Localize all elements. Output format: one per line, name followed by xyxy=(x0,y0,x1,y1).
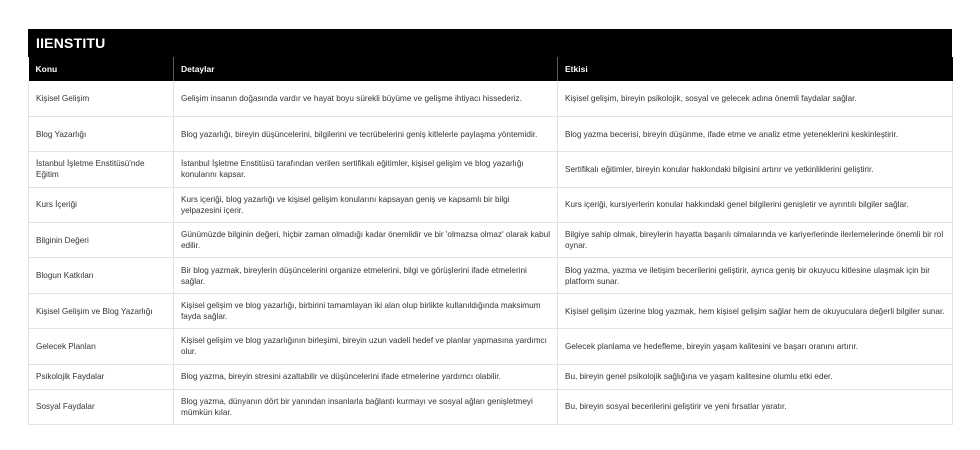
table-row xyxy=(29,293,953,328)
cell-details: Kişisel gelişim ve blog yazarlığı, birbirini tamamlayan iki alan olup birlikte kullanıldığında maksimum fayda sağlar. xyxy=(174,293,558,328)
cell-topic: Blog Yazarlığı xyxy=(29,116,174,151)
column-header-topic: Konu xyxy=(29,57,174,81)
cell-effect: Gelecek planlama ve hedefleme, bireyin yaşam kalitesini ve başarı oranını artırır. xyxy=(558,329,953,364)
cell-effect: Kişisel gelişim üzerine blog yazmak, hem kişisel gelişim sağlar hem de okuyuculara değerli bilgiler sunar. xyxy=(558,293,953,328)
cell-details: Günümüzde bilginin değeri, hiçbir zaman olmadığı kadar önemlidir ve bir 'olmazsa olmaz' olarak kabul edilir. xyxy=(174,223,558,258)
table-row xyxy=(29,116,953,151)
cell-details: Kurs içeriği, blog yazarlığı ve kişisel gelişim konularını kapsayan geniş ve kapsamlı bir bilgi yelpazesini içerir. xyxy=(174,187,558,222)
table-row xyxy=(29,152,953,187)
cell-effect: Blog yazma, yazma ve iletişim becerilerini geliştirir, ayrıca geniş bir okuyucu kitlesine ulaşmak için bir platform sunar. xyxy=(558,258,953,293)
content-table-card xyxy=(28,29,952,425)
cell-topic: Sosyal Faydalar xyxy=(29,389,174,424)
table-row xyxy=(29,187,953,222)
cell-details: Blog yazarlığı, bireyin düşüncelerini, bilgilerini ve tecrübelerini geniş kitlelerle paylaşma yöntemidir. xyxy=(174,116,558,151)
table-row xyxy=(29,258,953,293)
cell-topic: Blogun Katkıları xyxy=(29,258,174,293)
cell-topic: Kişisel Gelişim ve Blog Yazarlığı xyxy=(29,293,174,328)
cell-effect: Bu, bireyin genel psikolojik sağlığına ve yaşam kalitesine olumlu etki eder. xyxy=(558,364,953,389)
table-row xyxy=(29,81,953,116)
brand-title: IIENSTITU xyxy=(28,29,952,57)
cell-effect: Kurs içeriği, kursiyerlerin konular hakkındaki genel bilgilerini genişletir ve ayrıntılı bilgiler sağlar. xyxy=(558,187,953,222)
cell-topic: Bilginin Değeri xyxy=(29,223,174,258)
cell-details: Kişisel gelişim ve blog yazarlığının birleşimi, bireyin uzun vadeli hedef ve planlar yapmasına yardımcı olur. xyxy=(174,329,558,364)
cell-effect: Kişisel gelişim, bireyin psikolojik, sosyal ve gelecek adına önemli faydalar sağlar. xyxy=(558,81,953,116)
cell-details: Blog yazma, dünyanın dört bir yanından insanlarla bağlantı kurmayı ve sosyal ağları genişletmeyi mümkün kılar. xyxy=(174,389,558,424)
cell-topic: İstanbul İşletme Enstitüsü'nde Eğitim xyxy=(29,152,174,187)
column-header-details: Detaylar xyxy=(174,57,558,81)
cell-details: İstanbul İşletme Enstitüsü tarafından verilen sertifikalı eğitimler, kişisel gelişim ve blog yazarlığı konularını kapsar. xyxy=(174,152,558,187)
cell-topic: Kişisel Gelişim xyxy=(29,81,174,116)
table-row xyxy=(29,364,953,389)
info-table xyxy=(28,57,953,425)
cell-topic: Psikolojik Faydalar xyxy=(29,364,174,389)
cell-details: Bir blog yazmak, bireylerin düşüncelerini organize etmelerini, bilgi ve görüşlerini ifade etmelerini sağlar. xyxy=(174,258,558,293)
cell-effect: Sertifikalı eğitimler, bireyin konular hakkındaki bilgisini artırır ve yetkinliklerini geliştirir. xyxy=(558,152,953,187)
column-header-effect: Etkisi xyxy=(558,57,953,81)
table-row xyxy=(29,389,953,424)
table-header-row xyxy=(29,57,953,81)
cell-effect: Bu, bireyin sosyal becerilerini geliştirir ve yeni fırsatlar yaratır. xyxy=(558,389,953,424)
cell-topic: Gelecek Planları xyxy=(29,329,174,364)
cell-topic: Kurs İçeriği xyxy=(29,187,174,222)
cell-details: Blog yazma, bireyin stresini azaltabilir ve düşüncelerini ifade etmelerine yardımcı olabilir. xyxy=(174,364,558,389)
cell-effect: Bilgiye sahip olmak, bireylerin hayatta başarılı olmalarında ve kariyerlerinde ilerlemelerinde önemli bir rol oynar. xyxy=(558,223,953,258)
cell-details: Gelişim insanın doğasında vardır ve hayat boyu sürekli büyüme ve gelişme ihtiyacı hissederiz. xyxy=(174,81,558,116)
table-row xyxy=(29,223,953,258)
cell-effect: Blog yazma becerisi, bireyin düşünme, ifade etme ve analiz etme yeteneklerini keskinleştirir. xyxy=(558,116,953,151)
table-row xyxy=(29,329,953,364)
